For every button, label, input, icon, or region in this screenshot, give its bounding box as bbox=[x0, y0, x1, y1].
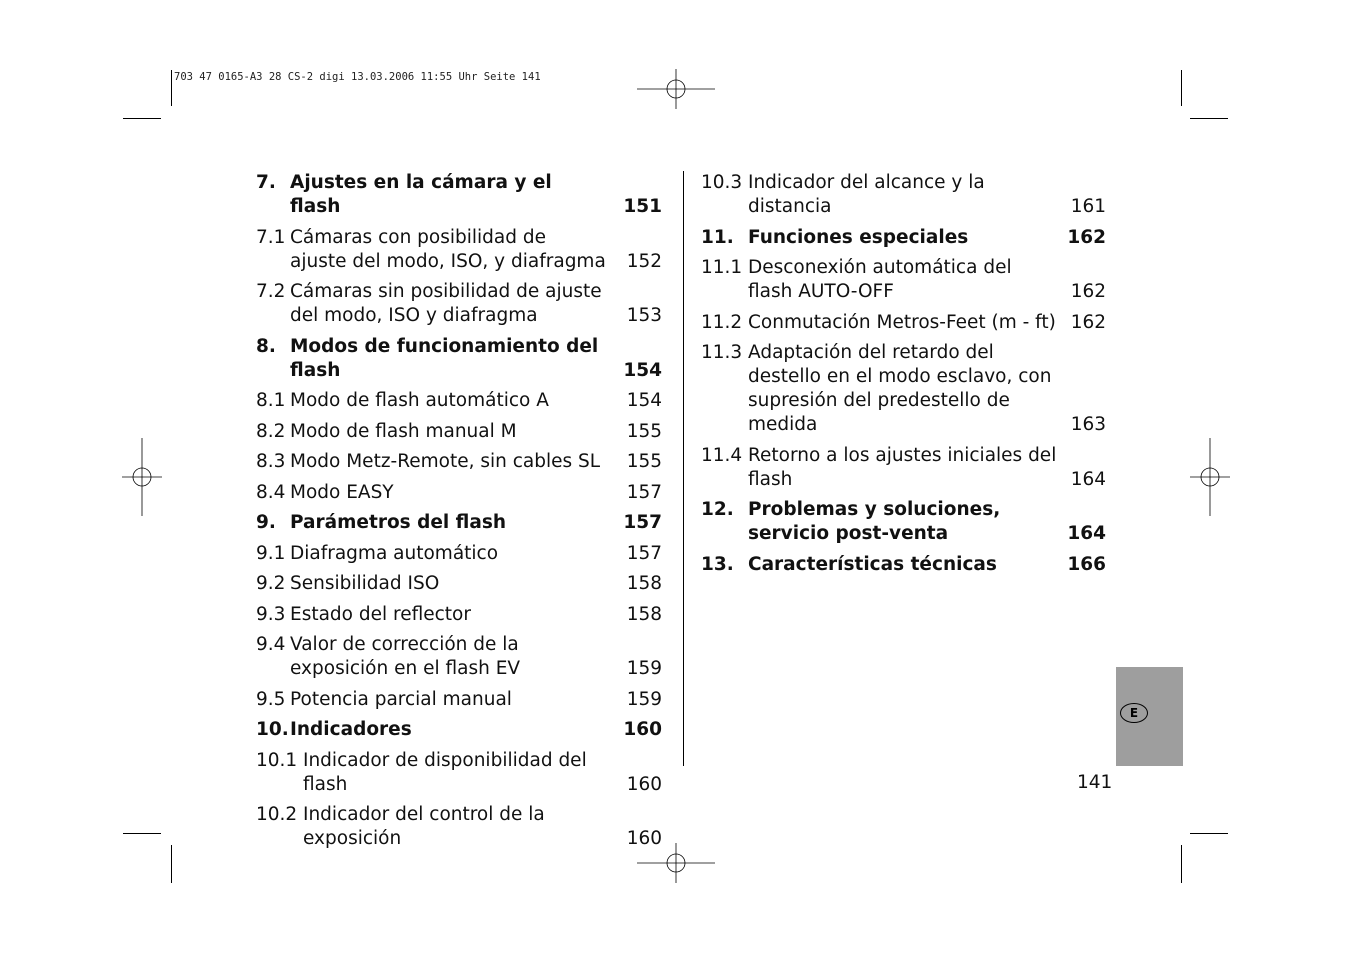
toc-entry-page: 155 bbox=[626, 420, 662, 442]
crop-mark bbox=[1181, 70, 1182, 106]
page-number: 141 bbox=[1077, 772, 1113, 793]
toc-entry-number: 9.2 bbox=[256, 573, 286, 594]
toc-entry bbox=[256, 603, 662, 627]
toc-entry-page: 160 bbox=[626, 773, 662, 795]
toc-entry-number: 9.1 bbox=[256, 542, 286, 564]
toc-entry-title: Indicador del control de la exposición bbox=[303, 804, 545, 849]
toc-entry-page: 166 bbox=[1067, 553, 1106, 575]
toc-entry bbox=[256, 688, 662, 712]
toc-entry-title: Indicador de disponibilidad del flash bbox=[303, 749, 587, 795]
toc-entry bbox=[256, 572, 662, 596]
crop-mark bbox=[171, 70, 172, 106]
crop-mark bbox=[1190, 118, 1228, 119]
print-slug: 703 47 0165-A3 28 CS-2 digi 13.03.2006 11:55 Uhr Seite 141 bbox=[174, 71, 541, 83]
toc-entry-number: 8.3 bbox=[256, 451, 286, 472]
toc-entry-page: 157 bbox=[626, 542, 662, 564]
toc-entry-number: 11.1 bbox=[701, 257, 743, 278]
toc-entry-title: Cámaras sin posibilidad de ajuste del modo, ISO y diafragma bbox=[290, 281, 602, 326]
toc-entry-page: 164 bbox=[1067, 523, 1106, 544]
registration-mark-icon bbox=[637, 69, 715, 109]
toc-entry-title: Cámaras con posibilidad de ajuste del modo, ISO, y diafragma bbox=[290, 226, 606, 272]
toc-entry bbox=[256, 481, 662, 505]
toc-entry-title: Características técnicas bbox=[748, 553, 997, 575]
toc-entry bbox=[701, 256, 1106, 304]
toc-entry-title: Desconexión automática del flash AUTO-OFF bbox=[748, 257, 1012, 302]
toc-entry-page: 160 bbox=[623, 719, 662, 740]
toc-entry-title: Indicadores bbox=[290, 719, 412, 740]
toc-entry bbox=[256, 420, 662, 444]
toc-entry-page: 155 bbox=[626, 451, 662, 472]
toc-entry bbox=[701, 498, 1106, 546]
toc-entry-page: 161 bbox=[1070, 196, 1106, 217]
toc-entry-number: 11. bbox=[701, 226, 734, 248]
toc-entry-title: Retorno a los ajustes iniciales del flash bbox=[748, 444, 1057, 490]
toc-entry-title: Indicador del alcance y la distancia bbox=[748, 172, 985, 217]
toc-entry-page: 162 bbox=[1067, 226, 1106, 248]
toc-entry bbox=[256, 749, 662, 797]
toc-entry-page: 158 bbox=[626, 603, 662, 625]
toc-entry-number: 8.4 bbox=[256, 481, 286, 503]
toc-entry-number: 8.1 bbox=[256, 390, 286, 411]
toc-entry-number: 7. bbox=[256, 172, 276, 193]
toc-entry-page: 157 bbox=[626, 481, 662, 503]
toc-entry-title: Parámetros del flash bbox=[290, 512, 507, 533]
toc-entry-number: 7.2 bbox=[256, 281, 286, 302]
toc-entry bbox=[701, 311, 1106, 335]
toc-entry-title: Ajustes en la cámara y el flash bbox=[290, 172, 552, 217]
toc-entry-page: 151 bbox=[623, 196, 662, 217]
toc-column-right bbox=[701, 171, 1106, 583]
toc-entry-page: 154 bbox=[626, 390, 662, 411]
toc-entry-number: 11.4 bbox=[701, 444, 743, 466]
toc-entry-number: 9.5 bbox=[256, 688, 286, 710]
toc-column-left bbox=[256, 171, 662, 858]
toc-entry-title: Funciones especiales bbox=[748, 226, 969, 248]
toc-entry-title: Sensibilidad ISO bbox=[290, 573, 440, 594]
toc-entry-number: 10.1 bbox=[256, 749, 298, 771]
toc-entry bbox=[256, 633, 662, 681]
toc-entry bbox=[256, 280, 662, 328]
toc-entry-title: Modos de funcionamiento del flash bbox=[290, 335, 599, 381]
toc-entry-page: 153 bbox=[626, 305, 662, 326]
toc-entry-title: Conmutación Metros-Feet (m - ft) bbox=[748, 311, 1056, 333]
toc-entry-number: 11.3 bbox=[701, 342, 743, 363]
toc-entry-page: 160 bbox=[626, 828, 662, 849]
toc-entry bbox=[256, 171, 662, 219]
toc-entry bbox=[256, 450, 662, 474]
toc-entry bbox=[256, 542, 662, 566]
toc-entry-title: Adaptación del retardo del destello en el modo esclavo, con supresión del predestello de medida bbox=[748, 342, 1052, 435]
toc-entry-title: Modo de flash automático A bbox=[290, 390, 549, 411]
toc-entry-title: Diafragma automático bbox=[290, 542, 499, 564]
toc-entry-title: Potencia parcial manual bbox=[290, 688, 512, 710]
column-divider bbox=[683, 171, 684, 766]
toc-entry-title: Valor de corrección de la exposición en el flash EV bbox=[290, 634, 521, 679]
toc-entry-page: 162 bbox=[1070, 281, 1106, 302]
toc-entry-number: 9.4 bbox=[256, 634, 286, 655]
toc-entry-number: 9. bbox=[256, 512, 276, 533]
toc-entry-number: 12. bbox=[701, 499, 734, 520]
toc-entry-page: 162 bbox=[1070, 311, 1106, 333]
toc-entry-number: 10.2 bbox=[256, 804, 298, 825]
toc-entry-page: 159 bbox=[626, 688, 662, 710]
registration-mark-icon bbox=[122, 438, 162, 516]
toc-entry bbox=[256, 718, 662, 742]
toc-entry bbox=[256, 226, 662, 274]
toc-entry-title: Modo Metz-Remote, sin cables SL bbox=[290, 451, 601, 472]
toc-entry-page: 159 bbox=[626, 658, 662, 679]
toc-entry-title: Problemas y soluciones, servicio post-venta bbox=[748, 499, 1001, 544]
toc-entry bbox=[701, 171, 1106, 219]
toc-entry-page: 163 bbox=[1070, 414, 1106, 435]
toc-entry-number: 10.3 bbox=[701, 172, 743, 193]
toc-entry bbox=[701, 553, 1106, 577]
toc-entry-page: 154 bbox=[623, 359, 662, 381]
language-badge: E bbox=[1120, 703, 1148, 723]
toc-entry-number: 8. bbox=[256, 335, 276, 357]
toc-entry-title: Modo de flash manual M bbox=[290, 420, 517, 442]
toc-entry-number: 13. bbox=[701, 553, 734, 575]
toc-entry-number: 10. bbox=[256, 719, 289, 740]
toc-entry-number: 9.3 bbox=[256, 603, 286, 625]
crop-mark bbox=[1181, 845, 1182, 883]
toc-entry bbox=[256, 389, 662, 413]
toc-entry bbox=[701, 341, 1106, 437]
toc-entry bbox=[256, 335, 662, 383]
toc-entry bbox=[701, 444, 1106, 492]
toc-entry bbox=[256, 511, 662, 535]
toc-entry-title: Estado del reflector bbox=[290, 603, 471, 625]
toc-entry bbox=[256, 803, 662, 851]
crop-mark bbox=[171, 845, 172, 883]
registration-mark-icon bbox=[1190, 438, 1230, 516]
toc-entry-title: Modo EASY bbox=[290, 481, 394, 503]
crop-mark bbox=[1190, 833, 1228, 834]
toc-entry-page: 157 bbox=[623, 512, 662, 533]
toc-entry-page: 158 bbox=[626, 573, 662, 594]
toc-entry-number: 11.2 bbox=[701, 311, 743, 333]
crop-mark bbox=[123, 833, 161, 834]
toc-entry-number: 8.2 bbox=[256, 420, 286, 442]
toc-entry-page: 164 bbox=[1070, 468, 1106, 490]
crop-mark bbox=[123, 118, 161, 119]
toc-entry bbox=[701, 226, 1106, 250]
toc-entry-number: 7.1 bbox=[256, 226, 286, 248]
toc-entry-page: 152 bbox=[626, 250, 662, 272]
